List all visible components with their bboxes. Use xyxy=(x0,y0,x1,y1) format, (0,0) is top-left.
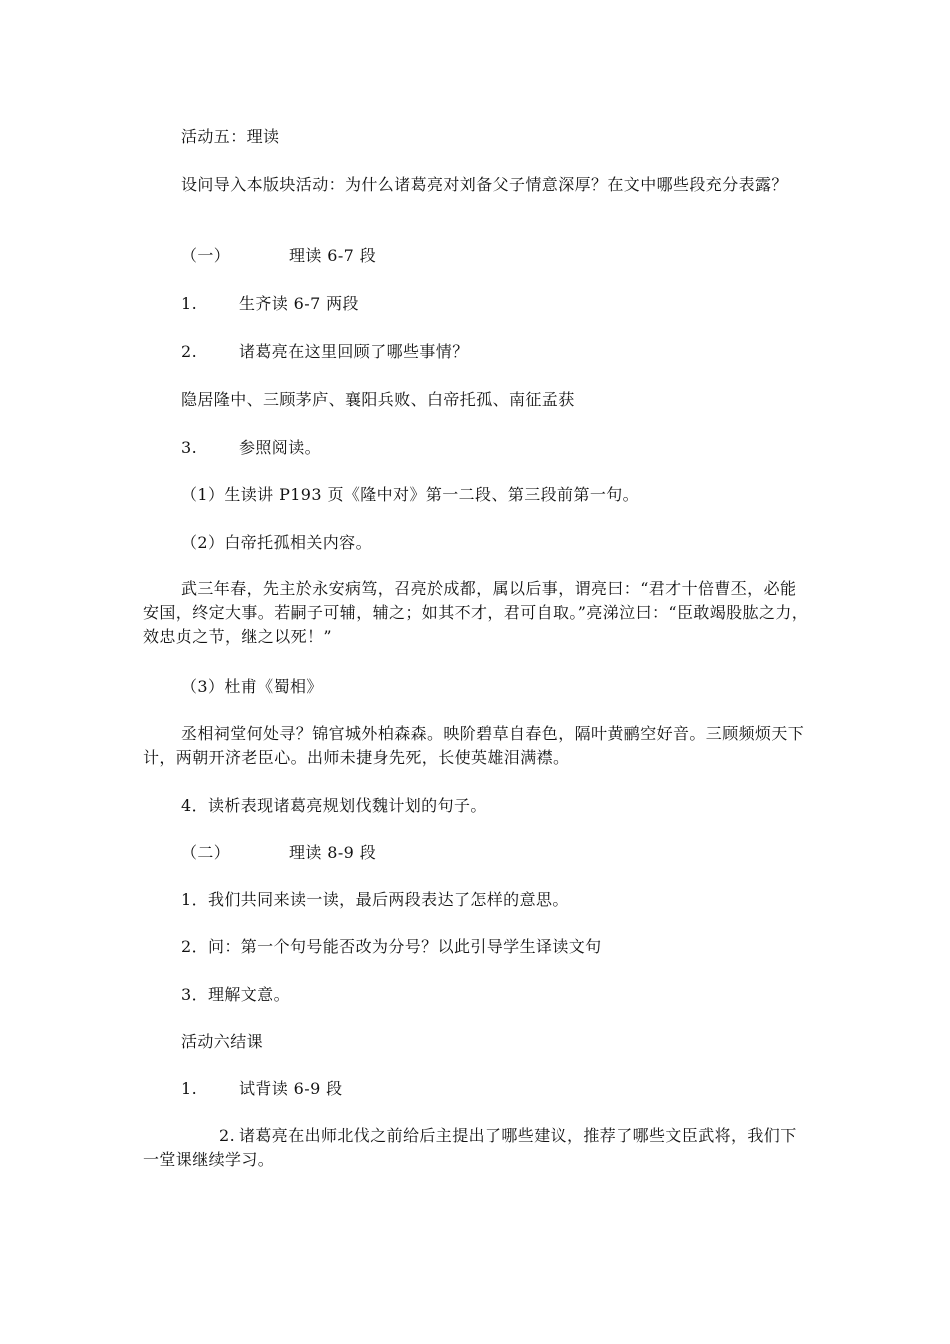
section1-sub-1: （1）生读讲 P193 页《隆中对》第一二段、第三段前第一句。 xyxy=(181,485,640,504)
section1-sub-3: （3）杜甫《蜀相》 xyxy=(181,677,323,696)
intro-question: 设问导入本版块活动：为什么诸葛亮对刘备父子情意深厚？在文中哪些段充分表露？ xyxy=(181,175,788,194)
section1-title: 理读 6-7 段 xyxy=(289,246,377,265)
item-number: 2. xyxy=(219,1126,236,1145)
quote-baidi: 武三年春，先主於永安病笃，召亮於成都，属以后事，谓亮曰：“君才十倍曹丕，必能安国，终定大事。若嗣子可辅，辅之；如其不才，君可自取。”亮涕泣曰：“臣敢竭股肱之力，效忠贞之节，继之以死！” xyxy=(143,579,809,646)
section1-item-4: 4．读析表现诸葛亮规划伐魏计划的句子。 xyxy=(181,796,487,815)
section1-item-2 xyxy=(181,340,811,364)
item-number: 3. xyxy=(181,438,198,457)
section2-item-3: 3．理解文意。 xyxy=(181,985,290,1004)
section1-heading xyxy=(181,244,811,268)
section1-sub-2: （2）白帝托孤相关内容。 xyxy=(181,533,372,552)
closing-item-2 xyxy=(143,1124,811,1172)
item-text: 生齐读 6-7 两段 xyxy=(239,294,359,313)
item-number: 1. xyxy=(181,1079,198,1098)
item-text: 诸葛亮在出师北伐之前给后主提出了哪些建议，推荐了哪些文臣武将，我们下一堂课继续学习。 xyxy=(143,1126,797,1169)
closing-item-1 xyxy=(181,1077,811,1101)
section2-title: 理读 8-9 段 xyxy=(289,843,377,862)
section1-item-3 xyxy=(181,436,811,460)
item-text: 试背读 6-9 段 xyxy=(239,1079,343,1098)
section1-answer: 隐居隆中、三顾茅庐、襄阳兵败、白帝托孤、南征孟获 xyxy=(181,390,575,409)
activity6-title: 活动六结课 xyxy=(181,1032,264,1051)
item-number: 2. xyxy=(181,342,198,361)
item-number: 1. xyxy=(181,294,198,313)
section2-item-1: 1．我们共同来读一读，最后两段表达了怎样的意思。 xyxy=(181,890,569,909)
item-text: 诸葛亮在这里回顾了哪些事情？ xyxy=(239,342,469,361)
section2-heading xyxy=(181,841,811,865)
activity5-title: 活动五：理读 xyxy=(181,127,280,146)
section2-marker: （二） xyxy=(181,843,231,862)
section1-item-1 xyxy=(181,292,811,316)
item-text: 参照阅读。 xyxy=(239,438,322,457)
section1-marker: （一） xyxy=(181,246,231,265)
poem-shuxiang: 丞相祠堂何处寻？锦官城外柏森森。映阶碧草自春色，隔叶黄鹂空好音。三顾频烦天下计，两朝开济老臣心。出师未捷身先死，长使英雄泪满襟。 xyxy=(143,724,805,767)
section2-item-2: 2．问：第一个句号能否改为分号？以此引导学生译读文句 xyxy=(181,937,602,956)
